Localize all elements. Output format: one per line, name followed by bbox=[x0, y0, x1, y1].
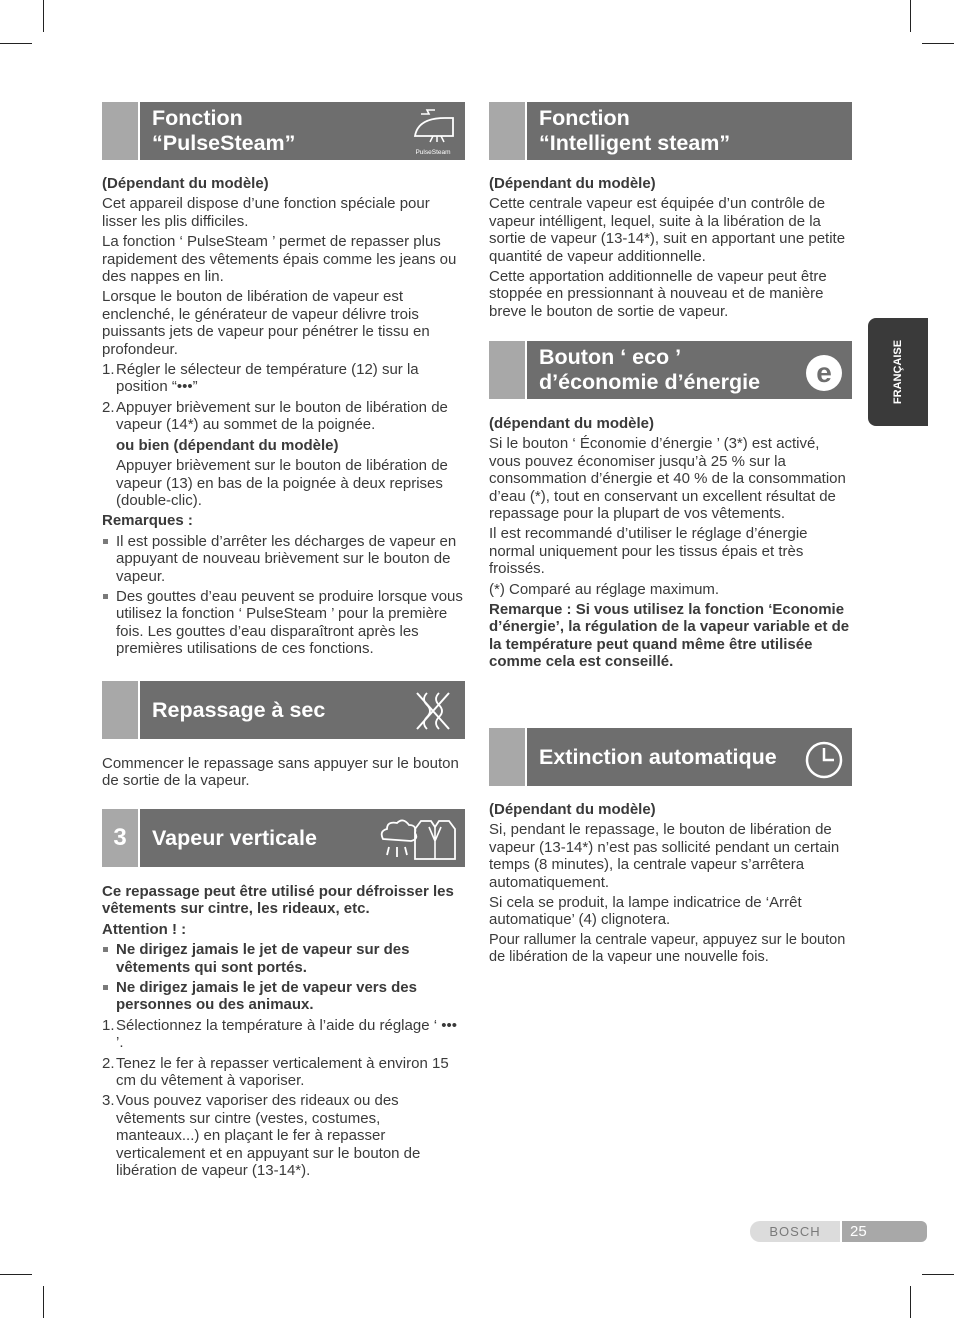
section-tab bbox=[102, 102, 138, 160]
step-item bbox=[102, 399, 465, 434]
eco-icon bbox=[794, 345, 846, 395]
paragraph: Il est recommandé d’utiliser le réglage d’énergie normal uniquement pour les tissus épais et très froissés. bbox=[489, 525, 808, 578]
step-number: 3. bbox=[102, 1092, 115, 1110]
step-text: Vous pouvez vaporiser des rideaux ou des vêtements sur cintre (vestes, costumes, manteaux...) en plaçant le fer à repasser verticalement et en appuyant sur le bouton de libération de vapeur (13-14*). bbox=[116, 1092, 421, 1180]
model-note: (Dépendant du modèle) bbox=[489, 175, 656, 192]
paragraph: Lorsque le bouton de libération de vapeur est enclenché, le générateur de vapeur délivre trois puissants jets de vapeur pour pénétrer le tissu en profondeur. bbox=[102, 288, 430, 358]
page-number: 25 bbox=[842, 1221, 927, 1242]
alternative-label: ou bien (dépendant du modèle) bbox=[116, 436, 339, 454]
pulsesteam-header bbox=[102, 102, 465, 160]
intelligent-steam-header bbox=[489, 102, 852, 160]
dry-ironing-body bbox=[102, 755, 465, 793]
remark-text: Remarque : Si vous utilisez la fonction ‘Economie d’énergie’, la régulation de la vapeur variable et de la température peut quand même être utilisée comme cela est conseillé. bbox=[489, 601, 850, 671]
attention-label: Attention ! : bbox=[102, 920, 187, 938]
step-item bbox=[102, 1092, 465, 1179]
model-note: (Dépendant du modèle) bbox=[102, 175, 269, 192]
step-text: Régler le sélecteur de température (12) sur la position “•••” bbox=[116, 361, 419, 396]
crop-mark bbox=[910, 1286, 911, 1318]
crop-mark bbox=[922, 43, 954, 44]
section-tab bbox=[489, 341, 525, 399]
dry-ironing-header bbox=[102, 681, 465, 739]
pulsesteam-body bbox=[102, 175, 465, 661]
section-title: Bouton ‘ eco ’ d’économie d’énergie bbox=[539, 345, 761, 394]
section-bar bbox=[527, 341, 852, 399]
paragraph: Cette centrale vapeur est équipée d’un contrôle de vapeur intélligent, lequel, suite à la libération de la sortie de vapeur (13-14*), suit en apportant une petite quantité de vapeur additionnelle. bbox=[489, 195, 846, 265]
step-number: 1. bbox=[102, 361, 115, 379]
paragraph: La fonction ‘ PulseSteam ’ permet de repasser plus rapidement des vêtements épais comme les jeans ou des nappes en lin. bbox=[102, 233, 457, 286]
paragraph: Si, pendant le repassage, le bouton de libération de vapeur (13-14*) n’est pas sollicité pendant un certain temps (8 minutes), la centrale vapeur s’arrêtera automatiquement. bbox=[489, 821, 840, 891]
step-text: Appuyer brièvement sur le bouton de libération de vapeur (14*) au sommet de la poignée. bbox=[116, 398, 448, 434]
eco-body bbox=[489, 415, 852, 674]
language-tab bbox=[868, 318, 928, 426]
crop-mark bbox=[910, 0, 911, 32]
section-bar bbox=[140, 102, 465, 160]
language-label: FRANÇAISE bbox=[892, 339, 904, 405]
model-note: (dépendant du modèle) bbox=[489, 415, 654, 432]
step-item bbox=[102, 361, 465, 396]
crop-mark bbox=[922, 1274, 954, 1275]
model-note: (Dépendant du modèle) bbox=[489, 801, 656, 818]
pulsesteam-icon bbox=[407, 106, 459, 156]
auto-off-body bbox=[489, 801, 852, 970]
remark-item: Des gouttes d’eau peuvent se produire lorsque vous utilisez la fonction ‘ PulseSteam ’ pour la première fois. Les gouttes d’eau disparaîtront après les premières utilisations de ces fonctions. bbox=[102, 588, 465, 658]
crop-mark bbox=[0, 43, 32, 44]
section-tab bbox=[102, 681, 138, 739]
section-title: Repassage à sec bbox=[152, 697, 326, 722]
crop-mark bbox=[43, 0, 44, 32]
section-title: Extinction automatique bbox=[539, 744, 777, 769]
crop-mark bbox=[43, 1286, 44, 1318]
intelligent-steam-body bbox=[489, 175, 852, 323]
step-text: Tenez le fer à repasser verticalement à environ 15 cm du vêtement à vaporiser. bbox=[116, 1054, 449, 1090]
vertical-steam-body bbox=[102, 883, 465, 1183]
section-tab bbox=[489, 728, 525, 786]
section-bar bbox=[140, 809, 465, 867]
section-bar bbox=[140, 681, 465, 739]
brand-label: BOSCH bbox=[750, 1221, 840, 1242]
remarks-label: Remarques : bbox=[102, 512, 193, 530]
clock-icon bbox=[794, 732, 846, 782]
paragraph: Cet appareil dispose d’une fonction spéciale pour lisser les plis difficiles. bbox=[102, 195, 430, 230]
paragraph: Si le bouton ‘ Économie d’énergie ’ (3*) est activé, vous pouvez économiser jusqu’à 25 % sur la consommation d’énergie et 40 % de la consommation d’eau (*), tout en conservant un excellent résultat de repassage pour la plupart de vos vêtements. bbox=[489, 435, 846, 523]
remark-item: Il est possible d’arrêter les décharges de vapeur en appuyant de nouveau brièvement sur le bouton de vapeur. bbox=[102, 533, 465, 585]
step-number: 1. bbox=[102, 1016, 115, 1034]
paragraph: Commencer le repassage sans appuyer sur le bouton de sortie de la vapeur. bbox=[102, 755, 459, 790]
auto-off-header bbox=[489, 728, 852, 786]
vertical-steam-icon bbox=[377, 813, 459, 863]
crop-mark bbox=[0, 1274, 32, 1275]
step-number: 2. bbox=[102, 1054, 115, 1072]
intro-text: Ce repassage peut être utilisé pour défroisser les vêtements sur cintre, les rideaux, etc. bbox=[102, 883, 454, 918]
warning-item: Ne dirigez jamais le jet de vapeur vers des personnes ou des animaux. bbox=[102, 979, 465, 1014]
pulsesteam-icon-label: PulseSteam bbox=[415, 149, 451, 156]
section-tab bbox=[489, 102, 525, 160]
no-steam-icon bbox=[407, 685, 459, 735]
section-title: Vapeur verticale bbox=[152, 825, 317, 850]
eco-header bbox=[489, 341, 852, 399]
section-title: Fonction “PulseSteam” bbox=[152, 106, 296, 155]
paragraph: Cette apportation additionnelle de vapeur peut être stoppée en pressionnant à nouveau et de manière breve le bouton de sortie de vapeur. bbox=[489, 268, 827, 320]
vertical-steam-header bbox=[102, 809, 465, 867]
eco-icon-letter: e bbox=[816, 357, 832, 388]
paragraph: Si cela se produit, la lampe indicatrice de ‘Arrêt automatique’ (4) clignotera. bbox=[489, 894, 802, 929]
step-item bbox=[102, 1055, 465, 1090]
section-number: 3 bbox=[113, 824, 127, 851]
paragraph: Pour rallumer la centrale vapeur, appuyez sur le bouton de libération de la vapeur une nouvelle fois. bbox=[489, 931, 846, 966]
section-bar bbox=[527, 102, 852, 160]
paragraph: (*) Comparé au réglage maximum. bbox=[489, 580, 720, 598]
step-number: 2. bbox=[102, 398, 115, 416]
section-bar bbox=[527, 728, 852, 786]
section-tab bbox=[102, 809, 138, 867]
step-item bbox=[102, 1017, 465, 1052]
step-text: Sélectionnez la température à l’aide du réglage ‘ ••• ’. bbox=[116, 1016, 457, 1052]
alternative-text: Appuyer brièvement sur le bouton de libération de vapeur (13) en bas de la poignée à deux reprises (double-clic). bbox=[116, 457, 448, 509]
section-title: Fonction “Intelligent steam” bbox=[539, 106, 731, 155]
warning-item: Ne dirigez jamais le jet de vapeur sur des vêtements qui sont portés. bbox=[102, 941, 465, 976]
